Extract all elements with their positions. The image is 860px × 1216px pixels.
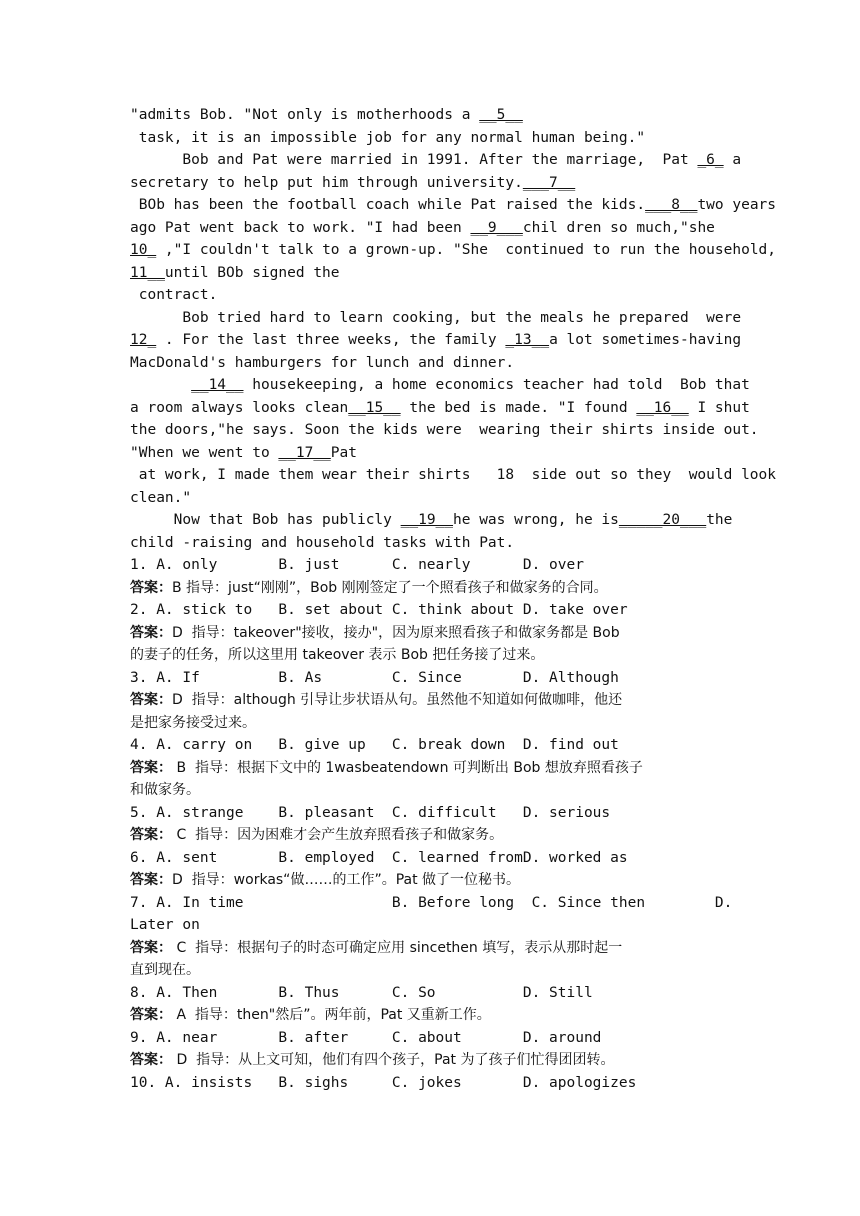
passage-line: 10_ ,"I couldn't talk to a grown-up. "She continued to run the household, bbox=[130, 242, 777, 258]
passage-line: child -raising and household tasks with Pat. bbox=[130, 534, 515, 551]
passage-line: contract. bbox=[130, 287, 218, 303]
answer-text: B 指导：根据下文中的 1wasbeatendown 可判断出 Bob 想放弃照看孩子 bbox=[172, 759, 643, 776]
answer-line bbox=[130, 622, 730, 645]
answer-line bbox=[130, 689, 730, 712]
question-options: 5. A. strange B. pleasant C. difficult D. serious bbox=[130, 804, 611, 821]
answer-text: B 指导：just“刚刚”，Bob 刚刚签定了一个照看孩子和做家务的合同。 bbox=[172, 579, 608, 596]
passage-line: the doors,"he says. Soon the kids were wearing their shirts inside out. bbox=[130, 422, 759, 438]
passage-line: __14__ housekeeping, a home economics teacher had told Bob that bbox=[191, 377, 750, 393]
answer-line bbox=[130, 1004, 730, 1027]
answer-label: 答案： bbox=[130, 1007, 172, 1023]
passage-line: Bob and Pat were married in 1991. After the marriage, Pat _6_ a bbox=[130, 152, 742, 168]
question-options: 8. A. Then B. Thus C. So D. Still bbox=[130, 984, 593, 1001]
answer-line bbox=[130, 757, 730, 780]
answer-text: D 指导：workas“做……的工作”。Pat 做了一位秘书。 bbox=[172, 872, 521, 888]
passage-line: BOb has been the football coach while Pat raised the kids.___8__two years bbox=[130, 197, 777, 213]
answer-label: 答案： bbox=[130, 692, 172, 708]
passage bbox=[130, 104, 777, 554]
answer-line bbox=[130, 937, 730, 960]
question-list bbox=[130, 554, 733, 1094]
passage-line: clean." bbox=[130, 489, 192, 506]
passage-line: Now that Bob has publicly __19__he was wrong, he is_____20___the bbox=[130, 512, 733, 528]
answer-label: 答案： bbox=[130, 827, 172, 843]
answer-text: D 指导：takeover"接收，接办"，因为原来照看孩子和做家务都是 Bob bbox=[172, 624, 620, 641]
passage-line: 12_ . For the last three weeks, the family _13__a lot sometimes-having bbox=[130, 332, 742, 348]
answer-line-cont: 是把家务接受过来。 bbox=[130, 714, 256, 731]
question-options: 1. A. only B. just C. nearly D. over bbox=[130, 557, 584, 573]
passage-line: a room always looks clean__15__ the bed is made. "I found __16__ I shut bbox=[130, 399, 750, 416]
answer-line-cont: 的妻子的任务，所以这里用 takeover 表示 Bob 把任务接了过来。 bbox=[130, 647, 545, 663]
question-options: 4. A. carry on B. give up C. break down D. find out bbox=[130, 737, 619, 753]
passage-line: "When we went to __17__Pat bbox=[130, 444, 357, 461]
answer-line bbox=[130, 577, 730, 600]
answer-label: 答案： bbox=[130, 624, 172, 641]
question-options: 9. A. near B. after C. about D. around bbox=[130, 1029, 602, 1046]
answer-label: 答案： bbox=[130, 1052, 172, 1068]
question-options: 7. A. In time B. Before long C. Since then D. bbox=[130, 894, 733, 911]
document-page bbox=[130, 104, 777, 1094]
answer-text: D 指导：although 引导让步状语从句。虽然他不知道如何做咖啡，他还 bbox=[172, 692, 623, 708]
answer-label: 答案： bbox=[130, 759, 172, 776]
passage-line: at work, I made them wear their shirts 18 side out so they would look bbox=[130, 467, 777, 483]
passage-line: task, it is an impossible job for any normal human being." bbox=[130, 129, 646, 146]
answer-line bbox=[130, 869, 730, 892]
question-options: 10. A. insists B. sighs C. jokes D. apologizes bbox=[130, 1074, 637, 1091]
question-options: 2. A. stick to B. set about C. think about D. take over bbox=[130, 602, 628, 618]
question-options: 3. A. If B. As C. Since D. Although bbox=[130, 669, 619, 686]
answer-label: 答案： bbox=[130, 939, 172, 956]
passage-line: secretary to help put him through university.___7__ bbox=[130, 174, 576, 191]
answer-label: 答案： bbox=[130, 579, 172, 596]
answer-label: 答案： bbox=[130, 872, 172, 888]
answer-line bbox=[130, 824, 730, 847]
passage-line: MacDonald's hamburgers for lunch and dinner. bbox=[130, 354, 515, 371]
question-options-cont: Later on bbox=[130, 917, 200, 933]
answer-text: C 指导：根据句子的时态可确定应用 sincethen 填写，表示从那时起一 bbox=[172, 939, 623, 956]
answer-text: A 指导：then"然后”。两年前，Pat 又重新工作。 bbox=[172, 1007, 491, 1023]
question-options: 6. A. sent B. employed C. learned fromD. worked as bbox=[130, 849, 628, 866]
passage-line: 11__until BOb signed the bbox=[130, 264, 340, 281]
answer-line-cont: 直到现在。 bbox=[130, 962, 200, 978]
answer-line bbox=[130, 1049, 730, 1072]
passage-line: ago Pat went back to work. "I had been __9___chil dren so much,"she bbox=[130, 219, 715, 236]
answer-text: C 指导：因为困难才会产生放弃照看孩子和做家务。 bbox=[172, 827, 504, 843]
passage-line: Bob tried hard to learn cooking, but the meals he prepared were bbox=[130, 309, 742, 326]
passage-line: "admits Bob. "Not only is motherhoods a __5__ bbox=[130, 107, 523, 123]
answer-line-cont: 和做家务。 bbox=[130, 782, 200, 798]
answer-text: D 指导：从上文可知，他们有四个孩子，Pat 为了孩子们忙得团团转。 bbox=[172, 1052, 615, 1068]
